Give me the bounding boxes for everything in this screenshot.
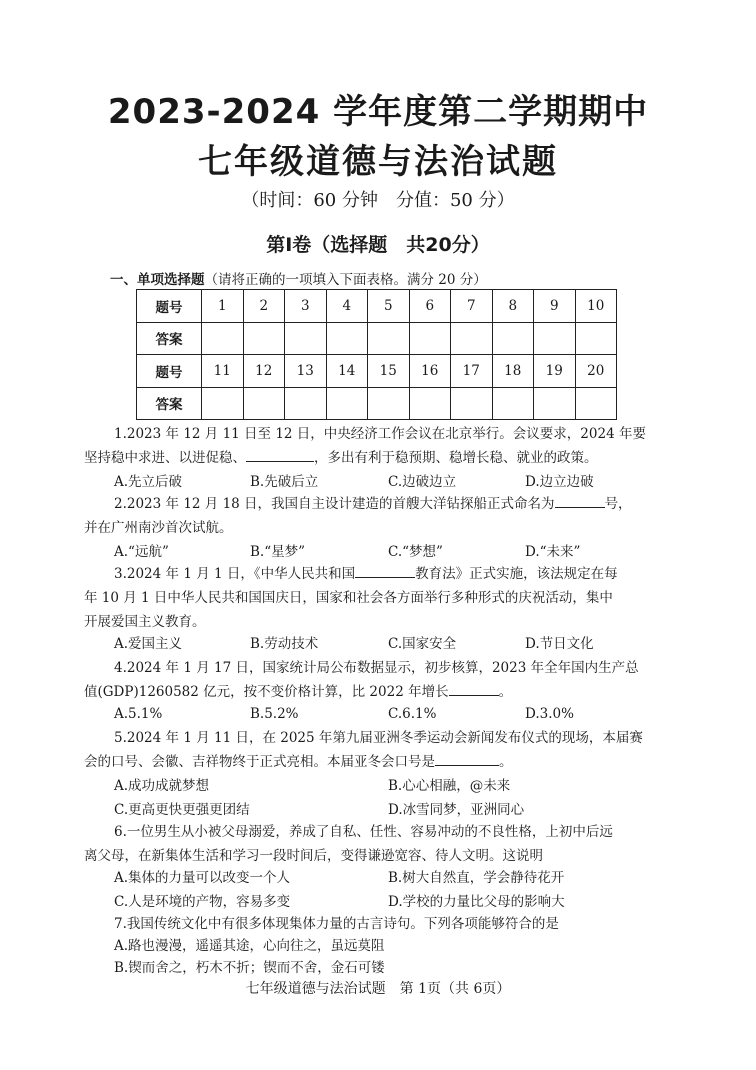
row-label-answer: 答案 xyxy=(137,322,202,355)
question-number-cell: 13 xyxy=(285,355,327,388)
answer-cell[interactable] xyxy=(492,387,534,420)
question-number-cell: 4 xyxy=(326,290,368,323)
question-3-option-a[interactable]: A.爱国主义 xyxy=(114,636,183,652)
answer-cell[interactable] xyxy=(202,387,244,420)
question-5-text-a: 会的口号、会徽、吉祥物终于正式亮相。本届亚冬会口号是 xyxy=(84,754,435,770)
section-title: 第Ⅰ卷（选择题 共20分） xyxy=(266,234,490,256)
question-number-cell: 7 xyxy=(451,290,493,323)
instructions xyxy=(110,268,487,288)
answer-cell[interactable] xyxy=(575,387,617,420)
instructions-label: 一、单项选择题 xyxy=(110,272,205,288)
question-4-option-d[interactable]: D.3.0% xyxy=(525,706,574,722)
question-number-cell: 3 xyxy=(285,290,327,323)
question-number-cell: 17 xyxy=(451,355,493,388)
question-2-line-1 xyxy=(84,492,674,516)
exam-title-subject: 七年级道德与法治试题 xyxy=(198,142,558,182)
question-4-text-a: 值(GDP)1260582 亿元，按不变价格计算，比 2022 年增长 xyxy=(84,684,449,700)
question-number-cell: 16 xyxy=(409,355,451,388)
question-number-cell: 6 xyxy=(409,290,451,323)
question-5-line-1: 5.2024 年 1 月 11 日，在 2025 年第九届亚洲冬季运动会新闻发布仪式的现场，本届赛 xyxy=(114,730,643,746)
question-3-option-d[interactable]: D.节日文化 xyxy=(525,636,594,652)
question-6-option-c[interactable]: C.人是环境的产物，容易多变 xyxy=(114,894,291,910)
question-1-option-d[interactable]: D.边立边破 xyxy=(525,474,594,490)
question-number-cell: 11 xyxy=(202,355,244,388)
answer-cell[interactable] xyxy=(451,387,493,420)
question-5-option-a[interactable]: A.成功成就梦想 xyxy=(114,778,210,794)
answer-cell[interactable] xyxy=(409,387,451,420)
question-4-option-b[interactable]: B.5.2% xyxy=(250,706,299,722)
question-number-cell: 10 xyxy=(575,290,617,323)
question-2-text-a: 2.2023 年 12 月 18 日，我国自主设计建造的首艘大洋钻探船正式命名为 xyxy=(114,496,555,512)
answer-cell[interactable] xyxy=(326,322,368,355)
question-number-cell: 20 xyxy=(575,355,617,388)
question-4-line-2 xyxy=(84,680,674,704)
answer-cell[interactable] xyxy=(285,322,327,355)
question-1-line-1: 1.2023 年 12 月 11 日至 12 日，中央经济工作会议在北京举行。会议要求，2024 年要 xyxy=(114,426,646,442)
question-2-option-d[interactable]: D.“未来” xyxy=(525,544,581,560)
answer-cell[interactable] xyxy=(368,322,410,355)
question-6-line-2: 离父母，在新集体生活和学习一段时间后，变得谦逊宽容、待人文明。这说明 xyxy=(84,848,543,864)
question-number-cell: 8 xyxy=(492,290,534,323)
question-5-line-2 xyxy=(84,750,674,774)
question-1-blank xyxy=(246,447,314,462)
question-4-option-c[interactable]: C.6.1% xyxy=(388,706,437,722)
question-1-option-c[interactable]: C.边破边立 xyxy=(388,474,457,490)
answer-cell[interactable] xyxy=(575,322,617,355)
question-number-cell: 2 xyxy=(243,290,285,323)
page-footer: 七年级道德与法治试题 第 1页（共 6页） xyxy=(245,981,511,997)
question-7-line-1: 7.我国传统文化中有很多体现集体力量的古言诗句。下列各项能够符合的是 xyxy=(114,916,559,932)
question-2-blank xyxy=(555,493,605,508)
question-5-option-c[interactable]: C.更高更快更强更团结 xyxy=(114,802,250,818)
question-2-text-b: 号， xyxy=(604,496,632,512)
question-3-option-b[interactable]: B.劳动技术 xyxy=(250,636,319,652)
question-3-text-a: 3.2024 年 1 月 1 日，《中华人民共和国 xyxy=(114,566,356,582)
question-1-text-b: ，多出有利于稳预期、稳增长稳、就业的政策。 xyxy=(314,450,598,466)
answer-cell[interactable] xyxy=(451,322,493,355)
exam-title-term: 2023-2024 学年度第二学期期中 xyxy=(107,92,649,132)
exam-time-score: （时间：60 分钟 分值：50 分） xyxy=(241,190,515,211)
answer-cell[interactable] xyxy=(492,322,534,355)
answer-cell[interactable] xyxy=(243,322,285,355)
question-4-option-a[interactable]: A.5.1% xyxy=(114,706,163,722)
answer-table-answer-row-1 xyxy=(137,322,617,355)
question-2-option-b[interactable]: B.“星梦” xyxy=(250,544,306,560)
row-label-number: 题号 xyxy=(137,290,202,323)
answer-cell[interactable] xyxy=(534,322,576,355)
question-3-option-c[interactable]: C.国家安全 xyxy=(388,636,457,652)
question-3-line-3: 开展爱国主义教育。 xyxy=(84,614,206,630)
answer-cell[interactable] xyxy=(368,387,410,420)
question-number-cell: 5 xyxy=(368,290,410,323)
question-3-line-2: 年 10 月 1 日中华人民共和国国庆日，国家和社会各方面举行多种形式的庆祝活动，集中 xyxy=(84,590,613,606)
question-number-cell: 18 xyxy=(492,355,534,388)
question-1-option-b[interactable]: B.先破后立 xyxy=(250,474,319,490)
question-number-cell: 9 xyxy=(534,290,576,323)
answer-table-number-row-2 xyxy=(137,355,617,388)
question-number-cell: 15 xyxy=(368,355,410,388)
question-2-option-c[interactable]: C.“梦想” xyxy=(388,544,443,560)
question-5-blank xyxy=(435,751,499,766)
question-3-line-1 xyxy=(84,562,674,586)
answer-cell[interactable] xyxy=(534,387,576,420)
question-1-line-2 xyxy=(84,446,674,470)
question-number-cell: 19 xyxy=(534,355,576,388)
question-6-option-b[interactable]: B.树大自然直，学会静待花开 xyxy=(388,870,565,886)
question-1-text-a: 坚持稳中求进、以进促稳、 xyxy=(84,450,246,466)
row-label-number: 题号 xyxy=(137,355,202,388)
question-7-option-b[interactable]: B.锲而舍之，朽木不折；锲而不舍，金石可镂 xyxy=(114,960,385,976)
question-5-option-d[interactable]: D.冰雪同梦，亚洲同心 xyxy=(388,802,525,818)
answer-cell[interactable] xyxy=(243,387,285,420)
question-2-option-a[interactable]: A.“远航” xyxy=(114,544,169,560)
question-2-line-2: 并在广州南沙首次试航。 xyxy=(84,520,233,536)
question-number-cell: 1 xyxy=(202,290,244,323)
answer-table-number-row-1 xyxy=(137,290,617,323)
question-4-blank xyxy=(449,681,499,696)
question-3-blank xyxy=(355,563,415,578)
question-5-option-b[interactable]: B.心心相融，@未来 xyxy=(388,778,511,794)
answer-table-answer-row-2 xyxy=(137,387,617,420)
question-6-option-a[interactable]: A.集体的力量可以改变一个人 xyxy=(114,870,291,886)
answer-cell[interactable] xyxy=(285,387,327,420)
answer-table xyxy=(136,289,617,420)
question-1-option-a[interactable]: A.先立后破 xyxy=(114,474,183,490)
question-4-text-b: 。 xyxy=(498,684,513,700)
question-3-text-b: 教育法》正式实施，该法规定在每 xyxy=(415,566,618,582)
answer-cell[interactable] xyxy=(409,322,451,355)
instructions-text: （请将正确的一项填入下面表格。满分 20 分） xyxy=(204,272,487,288)
question-4-line-1: 4.2024 年 1 月 17 日，国家统计局公布数据显示，初步核算，2023 年全年国内生产总 xyxy=(114,660,639,676)
question-number-cell: 14 xyxy=(326,355,368,388)
question-number-cell: 12 xyxy=(243,355,285,388)
answer-cell[interactable] xyxy=(202,322,244,355)
question-6-option-d[interactable]: D.学校的力量比父母的影响大 xyxy=(388,894,565,910)
question-5-text-b: 。 xyxy=(499,754,513,770)
question-6-line-1: 6.一位男生从小被父母溺爱，养成了自私、任性、容易冲动的不良性格，上初中后远 xyxy=(114,824,613,840)
question-7-option-a[interactable]: A.路也漫漫，遥遥其途，心向往之，虽远莫阻 xyxy=(114,938,385,954)
row-label-answer: 答案 xyxy=(137,387,202,420)
answer-cell[interactable] xyxy=(326,387,368,420)
